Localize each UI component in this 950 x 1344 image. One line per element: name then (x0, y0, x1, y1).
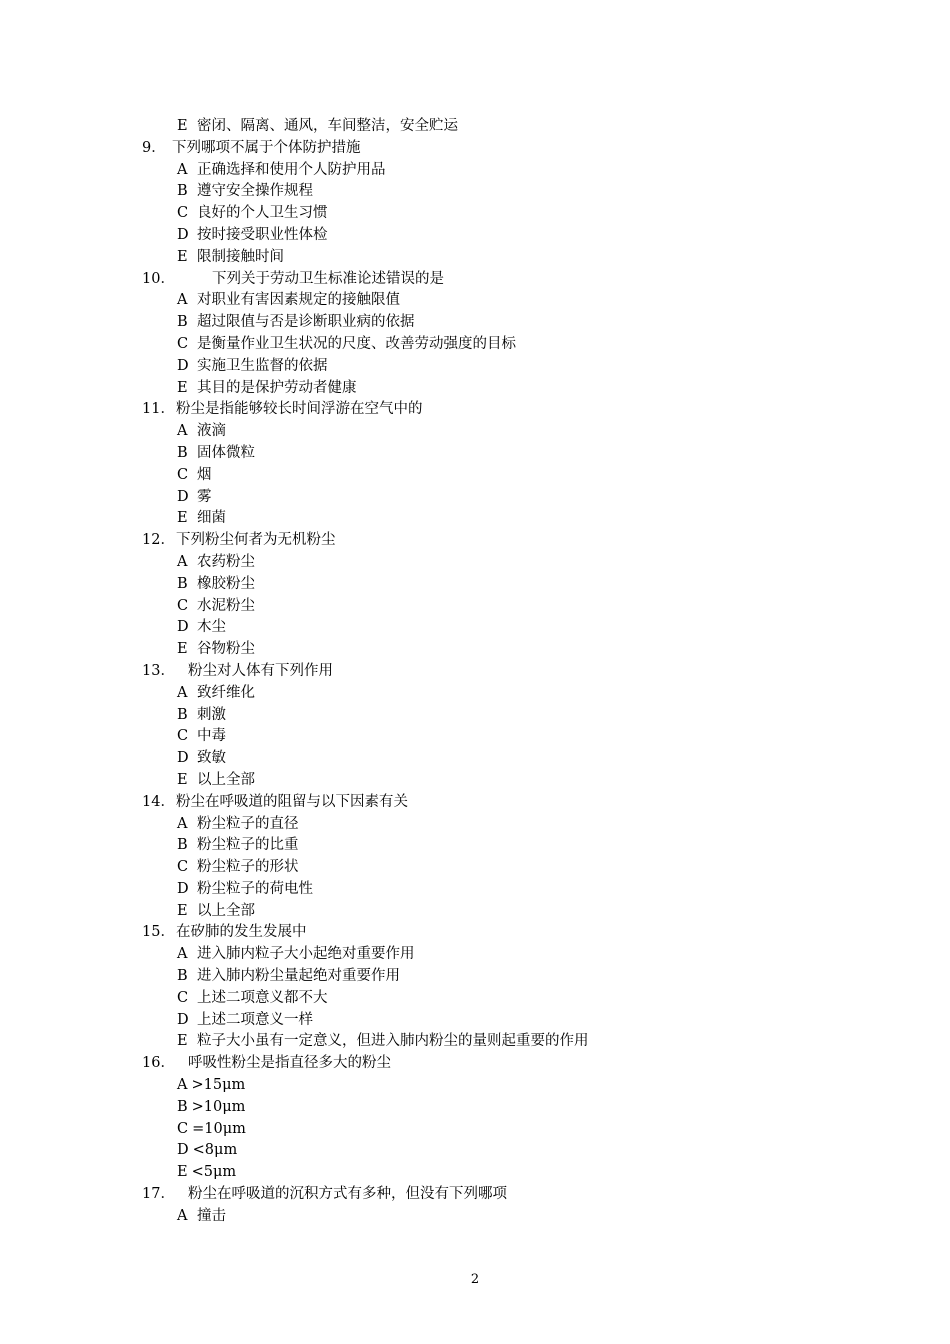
answer-option (0, 334, 950, 356)
option-letter: E (177, 1164, 188, 1181)
option-text: 水泥粉尘 (197, 597, 255, 614)
option-text: 超过限值与否是诊断职业病的依据 (197, 314, 415, 331)
page-number: 2 (470, 1272, 480, 1287)
option-text: 刺激 (197, 706, 226, 723)
option-letter: C (177, 989, 189, 1006)
answer-option (0, 639, 950, 661)
answer-option (0, 1140, 950, 1162)
option-text: 固体微粒 (197, 444, 255, 461)
question-stem (0, 530, 950, 552)
option-text: 限制接触时间 (197, 248, 284, 265)
option-text: 正确选择和使用个人防护用品 (197, 161, 386, 178)
answer-option (0, 1097, 950, 1119)
option-letter: B (177, 1098, 188, 1115)
option-text: 烟 (197, 466, 212, 483)
option-text: 撞击 (197, 1207, 226, 1224)
question-text: 在矽肺的发生发展中 (176, 924, 307, 941)
option-text: 遵守安全操作规程 (197, 183, 313, 200)
question-text: 下列关于劳动卫生标准论述错误的是 (212, 270, 444, 287)
answer-option (0, 835, 950, 857)
option-letter: C (177, 1120, 189, 1137)
option-letter: B (177, 444, 188, 461)
option-letter: D (177, 619, 189, 636)
answer-option (0, 1010, 950, 1032)
question-stem (0, 922, 950, 944)
option-text: 细菌 (197, 510, 226, 527)
answer-option (0, 487, 950, 509)
option-letter: D (177, 1142, 189, 1159)
answer-option (0, 879, 950, 901)
answer-option (0, 1162, 950, 1184)
option-letter: A (177, 423, 188, 440)
question-stem (0, 269, 950, 291)
answer-option (0, 1031, 950, 1053)
option-text: <5μm (191, 1164, 237, 1181)
option-text: 对职业有害因素规定的接触限值 (197, 292, 400, 309)
option-text: 上述二项意义一样 (197, 1011, 313, 1028)
answer-option (0, 901, 950, 923)
option-text: 粉尘粒子的荷电性 (197, 880, 313, 897)
answer-option (0, 247, 950, 269)
answer-option (0, 596, 950, 618)
option-text: 粉尘粒子的直径 (197, 815, 299, 832)
answer-option (0, 705, 950, 727)
option-text: 中毒 (197, 728, 226, 745)
option-text: 粉尘粒子的比重 (197, 837, 299, 854)
option-letter: E (177, 248, 188, 265)
answer-option (0, 857, 950, 879)
option-letter: E (177, 379, 188, 396)
answer-option (0, 312, 950, 334)
answer-option (0, 443, 950, 465)
answer-option (0, 1206, 950, 1228)
question-number: 14． (142, 793, 175, 810)
answer-option (0, 748, 950, 770)
option-letter: B (177, 968, 188, 985)
option-letter: A (177, 815, 188, 832)
option-text: 良好的个人卫生习惯 (197, 205, 328, 222)
option-text: 以上全部 (197, 902, 255, 919)
option-letter: A (177, 684, 188, 701)
answer-option (0, 770, 950, 792)
question-stem (0, 1053, 950, 1075)
question-text: 呼吸性粉尘是指直径多大的粉尘 (188, 1055, 391, 1072)
option-text: 上述二项意义都不大 (197, 989, 328, 1006)
question-number: 10． (142, 270, 175, 287)
option-text: 其目的是保护劳动者健康 (197, 379, 357, 396)
question-number: 16． (142, 1055, 175, 1072)
question-text: 粉尘是指能够较长时间浮游在空气中的 (176, 401, 423, 418)
answer-option (0, 944, 950, 966)
option-text: 粒子大小虽有一定意义，但进入肺内粉尘的量则起重要的作用 (197, 1033, 589, 1050)
question-text: 下列粉尘何者为无机粉尘 (176, 532, 336, 549)
option-letter: A (177, 161, 188, 178)
option-letter: E (177, 641, 188, 658)
option-text: 农药粉尘 (197, 553, 255, 570)
question-text: 粉尘对人体有下列作用 (188, 662, 333, 679)
answer-option (0, 203, 950, 225)
option-letter: B (177, 314, 188, 331)
answer-option (0, 726, 950, 748)
option-text: 进入肺内粒子大小起绝对重要作用 (197, 946, 415, 963)
answer-option (0, 160, 950, 182)
option-letter: A (177, 292, 188, 309)
answer-option (0, 356, 950, 378)
option-letter: E (177, 902, 188, 919)
answer-option (0, 181, 950, 203)
option-letter: C (177, 205, 189, 222)
question-stem (0, 661, 950, 683)
option-text: 是衡量作业卫生状况的尺度、改善劳动强度的目标 (197, 335, 516, 352)
option-letter: E (177, 118, 188, 134)
answer-option (0, 814, 950, 836)
option-letter: C (177, 335, 189, 352)
option-letter: B (177, 706, 188, 723)
document-body (0, 116, 950, 1228)
option-letter: D (177, 880, 189, 897)
option-letter: E (177, 510, 188, 527)
option-letter: A (177, 1077, 188, 1094)
answer-option (0, 1075, 950, 1097)
question-text: 粉尘在呼吸道的沉积方式有多种，但没有下列哪项 (188, 1186, 507, 1203)
answer-option (0, 574, 950, 596)
answer-option (0, 465, 950, 487)
answer-option (0, 1119, 950, 1141)
answer-option (0, 683, 950, 705)
option-letter: C (177, 597, 189, 614)
question-stem (0, 138, 950, 160)
question-text: 下列哪项不属于个体防护措施 (172, 139, 361, 156)
option-text: 进入肺内粉尘量起绝对重要作用 (197, 968, 400, 985)
question-number: 13． (142, 662, 175, 679)
option-letter: D (177, 226, 189, 243)
answer-option (0, 290, 950, 312)
option-letter: D (177, 488, 189, 505)
option-text: 粉尘粒子的形状 (197, 859, 299, 876)
answer-option (0, 116, 950, 138)
option-letter: C (177, 466, 189, 483)
answer-option (0, 552, 950, 574)
option-letter: E (177, 771, 188, 788)
option-text: >10μm (191, 1098, 246, 1115)
option-text: =10μm (192, 1120, 246, 1137)
option-text: 橡胶粉尘 (197, 575, 255, 592)
question-number: 15． (142, 924, 175, 941)
answer-option (0, 378, 950, 400)
option-letter: B (177, 575, 188, 592)
option-letter: C (177, 859, 189, 876)
option-text: 实施卫生监督的依据 (197, 357, 328, 374)
answer-option (0, 966, 950, 988)
option-text: 致纤维化 (197, 684, 255, 701)
option-letter: D (177, 357, 189, 374)
option-text: 致敏 (197, 750, 226, 767)
option-letter: A (177, 553, 188, 570)
option-letter: A (177, 946, 188, 963)
option-text: 液滴 (197, 423, 226, 440)
question-stem (0, 792, 950, 814)
question-number: 17． (142, 1186, 175, 1203)
option-letter: B (177, 183, 188, 200)
question-number: 9． (142, 139, 166, 156)
answer-option (0, 617, 950, 639)
option-text: 谷物粉尘 (197, 641, 255, 658)
option-letter: D (177, 1011, 189, 1028)
question-number: 12． (142, 532, 175, 549)
option-text: 密闭、隔离、通风，车间整洁，安全贮运 (197, 118, 458, 134)
option-text: >15μm (191, 1077, 246, 1094)
option-text: 以上全部 (197, 771, 255, 788)
option-letter: C (177, 728, 189, 745)
answer-option (0, 421, 950, 443)
option-text: <8μm (192, 1142, 238, 1159)
option-text: 木尘 (197, 619, 226, 636)
option-letter: E (177, 1033, 188, 1050)
option-letter: D (177, 750, 189, 767)
answer-option (0, 988, 950, 1010)
answer-option (0, 225, 950, 247)
question-stem (0, 399, 950, 421)
option-text: 雾 (197, 488, 212, 505)
option-text: 按时接受职业性体检 (197, 226, 328, 243)
question-text: 粉尘在呼吸道的阻留与以下因素有关 (176, 793, 408, 810)
question-number: 11． (142, 401, 175, 418)
question-stem (0, 1184, 950, 1206)
option-letter: B (177, 837, 188, 854)
option-letter: A (177, 1207, 188, 1224)
answer-option (0, 508, 950, 530)
